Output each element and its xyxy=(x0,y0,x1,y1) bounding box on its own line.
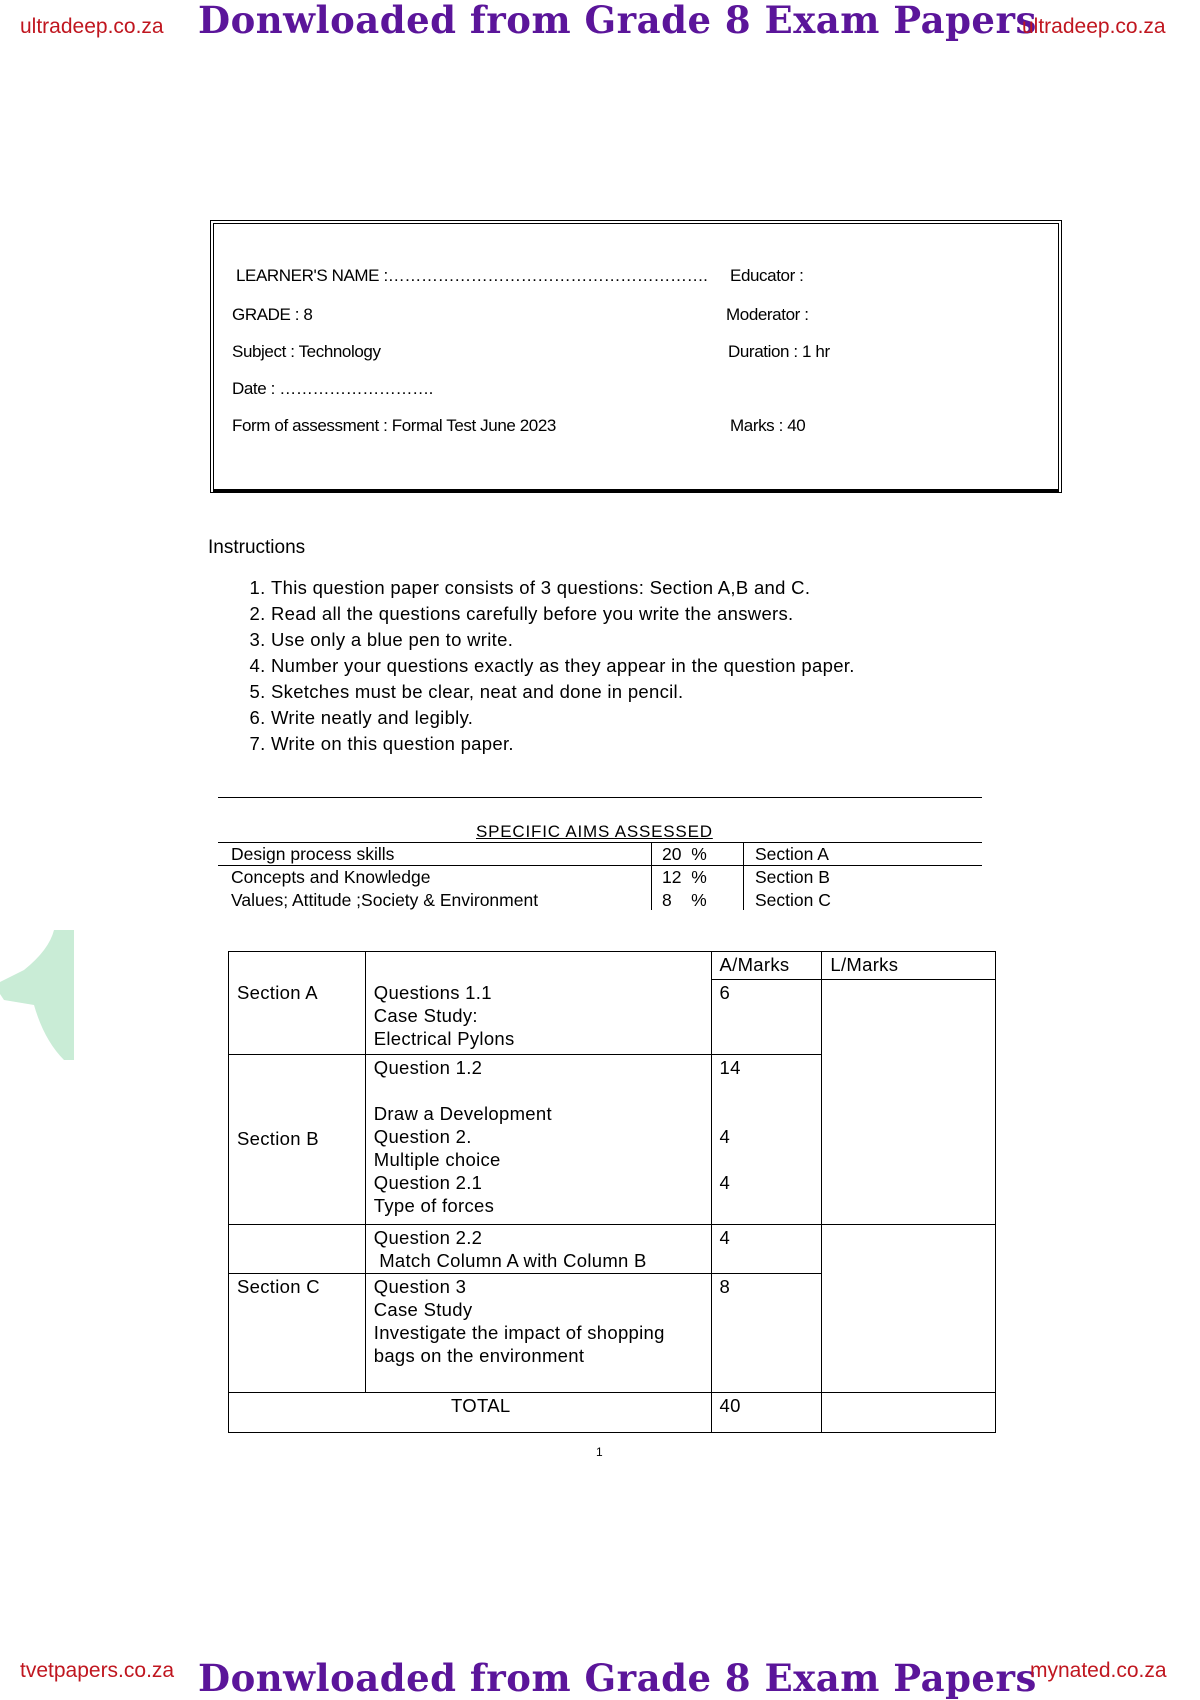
aim-section: Section B xyxy=(755,867,830,887)
q2-marks: 4 xyxy=(719,1126,731,1147)
total-l-marks-cell[interactable] xyxy=(822,1393,996,1433)
header-banner: Donwloaded from Grade 8 Exam Papers xyxy=(198,0,1037,42)
l-marks-cell[interactable] xyxy=(822,980,996,1055)
q22-line: Match Column A with Column B xyxy=(373,1250,647,1271)
aims-top-rule xyxy=(218,842,982,843)
instruction-item: 5. Sketches must be clear, neat and done in pencil. xyxy=(271,679,1171,705)
q11-marks: 6 xyxy=(711,980,822,1055)
instruction-item: 6. Write neatly and legibly. xyxy=(271,705,1171,731)
aim-skill: Values; Attitude ;Society & Environment xyxy=(231,890,539,910)
footer-right-site[interactable]: mynated.co.za xyxy=(1030,1659,1167,1682)
instruction-item: 7. Write on this question paper. xyxy=(271,731,1171,757)
q12-line xyxy=(374,1079,703,1102)
q22-line: Question 2.2 xyxy=(373,1227,483,1248)
q2-line: Multiple choice xyxy=(373,1149,501,1170)
instructions-title: Instructions xyxy=(208,537,306,558)
q21-marks: 4 xyxy=(719,1172,731,1193)
marks-label: Marks : 40 xyxy=(730,416,806,435)
aim-section: Section A xyxy=(755,844,829,864)
learner-name-field: LEARNER'S NAME :…………………………………………………. xyxy=(236,266,708,285)
duration-label: Duration : 1 hr xyxy=(728,342,830,361)
section-a-label: Section A xyxy=(229,980,366,1055)
aim-skill: Concepts and Knowledge xyxy=(231,867,431,887)
q11-line: Case Study: xyxy=(373,1004,478,1026)
l-marks-header: L/Marks xyxy=(822,952,996,980)
watermark-logo-icon xyxy=(0,930,82,1060)
q21-line: Question 2.1 xyxy=(373,1172,483,1193)
total-marks: 40 xyxy=(711,1393,822,1433)
q22-marks: 4 xyxy=(711,1225,822,1274)
header-left-site[interactable]: ultradeep.co.za xyxy=(20,15,164,38)
instruction-item: 2. Read all the questions carefully before you write the answers. xyxy=(271,601,1171,627)
instructions-list xyxy=(215,575,1171,757)
q12-line: Draw a Development xyxy=(373,1103,552,1124)
aim-section: Section C xyxy=(755,890,831,910)
section-c-label: Section C xyxy=(229,1274,366,1393)
date-field: Date : ………………………. xyxy=(232,379,434,398)
table-row xyxy=(229,952,996,980)
aim-skill: Design process skills xyxy=(231,844,395,864)
page-number: 1 xyxy=(596,1445,603,1459)
q3-marks: 8 xyxy=(711,1274,822,1393)
grade-label: GRADE : 8 xyxy=(232,305,313,324)
q3-line: Investigate the impact of shopping xyxy=(373,1322,665,1343)
footer-banner: Donwloaded from Grade 8 Exam Papers xyxy=(198,1656,1037,1700)
marks-table xyxy=(228,951,996,1433)
footer-left-site[interactable]: tvetpapers.co.za xyxy=(20,1659,175,1682)
total-label: TOTAL xyxy=(229,1393,712,1433)
educator-label: Educator : xyxy=(730,266,804,285)
l-marks-cell[interactable] xyxy=(822,1274,996,1393)
q3-line: Case Study xyxy=(373,1299,473,1320)
table-row xyxy=(229,980,996,1055)
q11-line: Electrical Pylons xyxy=(373,1027,515,1049)
aims-row-rule xyxy=(218,865,982,866)
q11-line: Questions 1.1 xyxy=(373,981,492,1003)
subject-label: Subject : Technology xyxy=(232,342,381,361)
a-marks-header: A/Marks xyxy=(711,952,822,980)
table-row xyxy=(229,1393,996,1433)
q3-line: bags on the environment xyxy=(373,1345,585,1366)
divider xyxy=(218,797,982,798)
table-row xyxy=(229,1225,996,1274)
aim-percent: 8 % xyxy=(662,890,707,910)
aim-percent: 20 % xyxy=(662,844,707,864)
table-row xyxy=(229,1055,996,1225)
aims-col-divider xyxy=(651,842,652,910)
aims-title: SPECIFIC AIMS ASSESSED xyxy=(476,822,713,841)
l-marks-cell[interactable] xyxy=(822,1225,996,1274)
q3-line: Question 3 xyxy=(373,1276,467,1297)
q2-line: Question 2. xyxy=(373,1126,472,1147)
q12-marks: 14 xyxy=(719,1057,741,1078)
aim-percent: 12 % xyxy=(662,867,707,887)
q12-line: Question 1.2 xyxy=(373,1057,483,1078)
learner-info-box xyxy=(210,220,1062,493)
moderator-label: Moderator : xyxy=(726,305,809,324)
table-row xyxy=(229,1274,996,1393)
assessment-form-label: Form of assessment : Formal Test June 2023 xyxy=(232,416,556,435)
instruction-item: 3. Use only a blue pen to write. xyxy=(271,627,1171,653)
instruction-item: 4. Number your questions exactly as they appear in the question paper. xyxy=(271,653,1171,679)
header-right-site[interactable]: ultradeep.co.za xyxy=(1022,15,1166,38)
aims-col-divider xyxy=(743,842,744,910)
section-b-label: Section B xyxy=(229,1055,366,1225)
l-marks-cell[interactable] xyxy=(822,1055,996,1225)
q21-line: Type of forces xyxy=(373,1195,495,1216)
instruction-item: 1. This question paper consists of 3 questions: Section A,B and C. xyxy=(271,575,1171,601)
